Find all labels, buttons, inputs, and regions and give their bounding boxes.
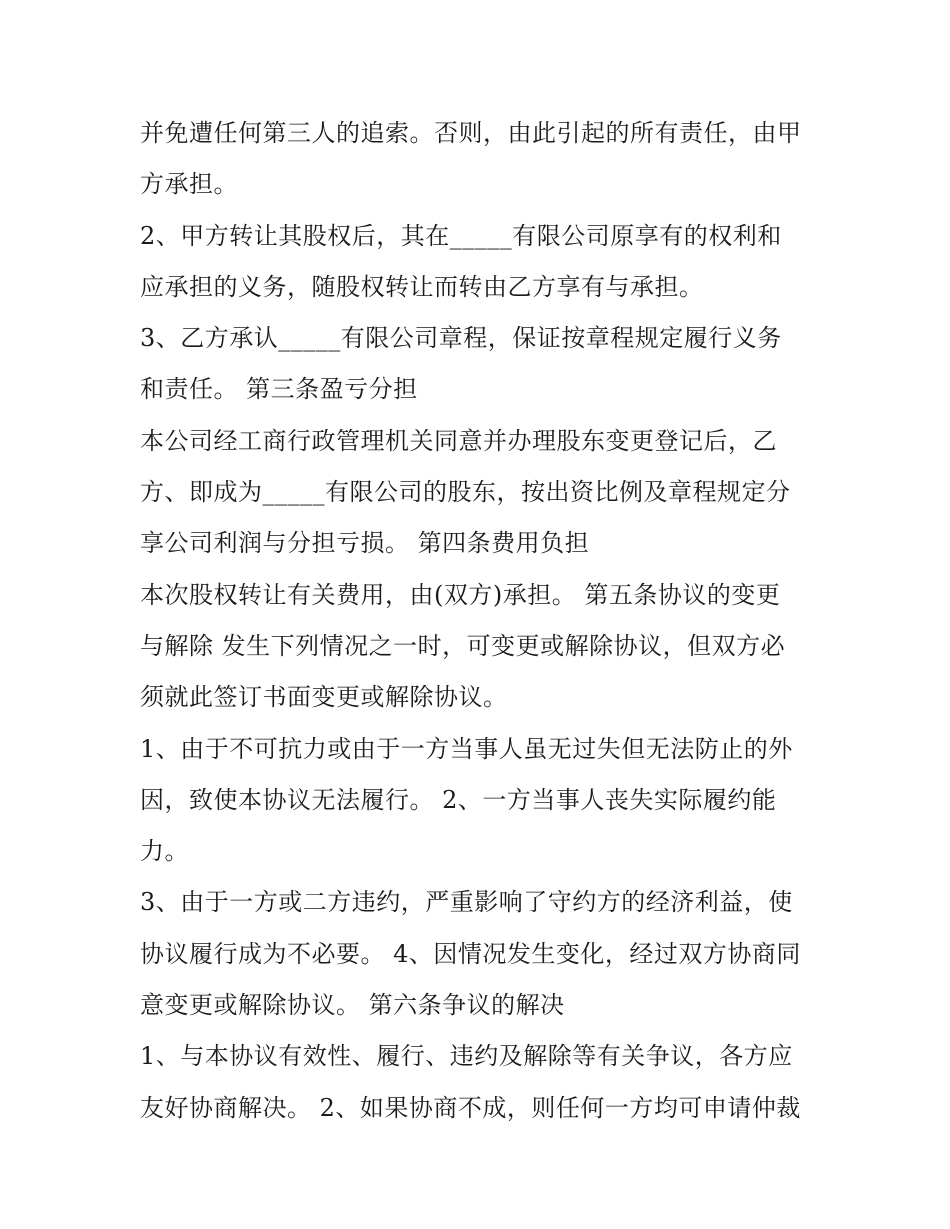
- text-line: 方、即成为_____有限公司的股东，按出资比例及章程规定分: [140, 478, 791, 507]
- text-line: 意变更或解除协议。 第六条争议的解决: [140, 991, 565, 1020]
- text-line: 力。: [140, 837, 189, 866]
- text-line: 本公司经工商行政管理机关同意并办理股东变更登记后，乙: [140, 426, 777, 455]
- text-line: 2、甲方转让其股权后，其在_____有限公司原享有的权利和: [140, 221, 782, 250]
- text-line: 1、与本协议有效性、履行、违约及解除等有关争议，各方应: [140, 1042, 793, 1071]
- text-line: 本次股权转让有关费用，由(双方)承担。 第五条协议的变更: [140, 580, 781, 609]
- document-body: [140, 108, 820, 1134]
- text-line: 须就此签订书面变更或解除协议。: [140, 683, 508, 712]
- text-line: 与解除 发生下列情况之一时，可变更或解除协议，但双方必: [140, 631, 786, 660]
- text-line: 3、由于一方或二方违约，严重影响了守约方的经济利益，使: [140, 888, 793, 917]
- text-line: 协议履行成为不必要。 4、因情况发生变化，经过双方协商同: [140, 939, 801, 968]
- text-line: 方承担。: [140, 170, 238, 199]
- text-line: 享公司利润与分担亏损。 第四条费用负担: [140, 529, 590, 558]
- text-line: 1、由于不可抗力或由于一方当事人虽无过失但无法防止的外: [140, 734, 793, 763]
- text-line: 和责任。 第三条盈亏分担: [140, 375, 418, 404]
- text-line: 并免遭任何第三人的追索。否则，由此引起的所有责任，由甲: [140, 119, 802, 147]
- text-line: 应承担的义务，随股权转让而转由乙方享有与承担。: [140, 272, 704, 301]
- text-line: 因，致使本协议无法履行。 2、一方当事人丧失实际履约能: [140, 785, 777, 814]
- text-line: 3、乙方承认_____有限公司章程，保证按章程规定履行义务: [140, 324, 782, 353]
- text-line: 友好协商解决。 2、如果协商不成，则任何一方均可申请仲裁: [140, 1093, 801, 1122]
